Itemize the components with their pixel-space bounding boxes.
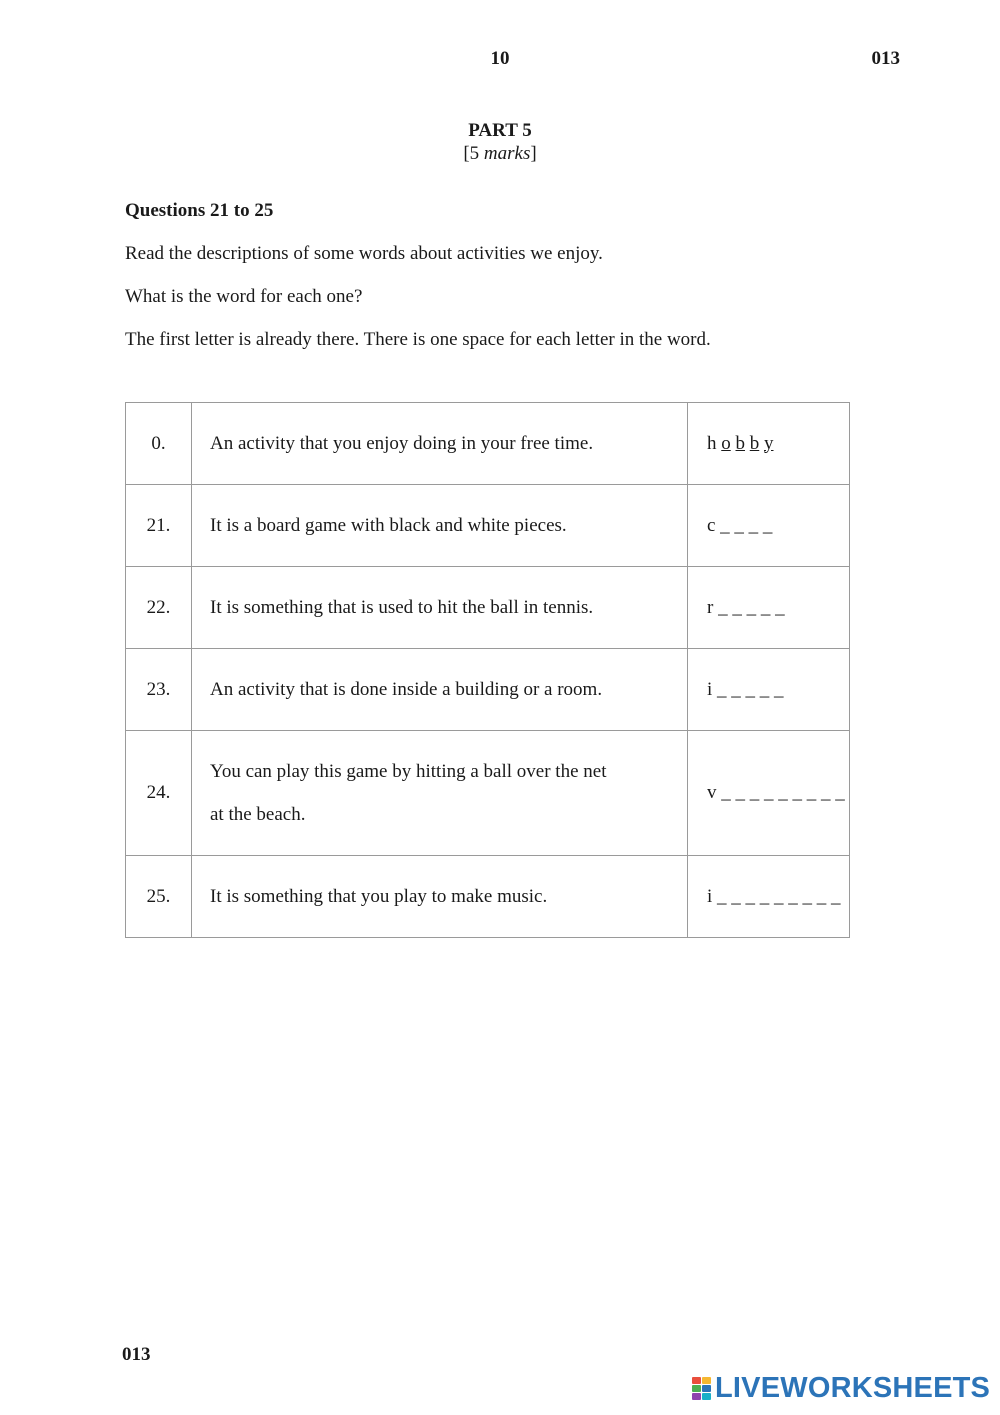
question-description: An activity that is done inside a building or a room. (192, 649, 688, 731)
answer-letter: y (764, 432, 774, 454)
table-row (126, 856, 850, 938)
table-row-example (126, 403, 850, 485)
liveworksheets-logo[interactable] (692, 1374, 990, 1403)
instruction-1: Read the descriptions of some words about activities we enjoy. (125, 243, 603, 264)
marks-word: marks (483, 143, 531, 164)
question-description (192, 731, 688, 856)
answer-letter: b (735, 432, 745, 454)
question-number: 22. (126, 567, 192, 649)
question-number: 24. (126, 731, 192, 856)
answer-blank[interactable]: i _ _ _ _ _ (688, 649, 850, 731)
answer-blank[interactable]: r _ _ _ _ _ (688, 567, 850, 649)
document-code-top: 013 (871, 48, 900, 69)
marks-close: ] (530, 143, 537, 164)
question-number: 21. (126, 485, 192, 567)
question-number: 0. (126, 403, 192, 485)
questions-heading: Questions 21 to 25 (125, 200, 274, 221)
question-description: It is something that is used to hit the ball in tennis. (192, 567, 688, 649)
question-number: 25. (126, 856, 192, 938)
marks-open: [5 (463, 143, 484, 164)
instruction-3: The first letter is already there. There is one space for each letter in the word. (125, 329, 711, 350)
answer-example (688, 403, 850, 485)
brand-name: LIVEWORKSHEETS (715, 1372, 991, 1404)
instruction-2: What is the word for each one? (125, 286, 363, 307)
page-number: 10 (490, 48, 510, 69)
part-title: PART 5 (468, 120, 532, 141)
answer-letter: o (721, 432, 731, 454)
question-description: It is a board game with black and white pieces. (192, 485, 688, 567)
table-row (126, 649, 850, 731)
answer-blank[interactable]: i _ _ _ _ _ _ _ _ _ (688, 856, 850, 938)
question-number: 23. (126, 649, 192, 731)
liveworksheets-icon (692, 1377, 712, 1401)
document-code-bottom: 013 (122, 1344, 151, 1365)
answer-blank[interactable]: v _ _ _ _ _ _ _ _ _ (688, 731, 850, 856)
word-table (125, 402, 850, 938)
answer-first-letter: h (707, 432, 717, 454)
answer-blank[interactable]: c _ _ _ _ (688, 485, 850, 567)
question-description: It is something that you play to make music. (192, 856, 688, 938)
description-line-1: You can play this game by hitting a ball over the net (210, 761, 607, 782)
question-description: An activity that you enjoy doing in your free time. (192, 403, 688, 485)
table-row (126, 567, 850, 649)
table-row (126, 731, 850, 856)
part-marks (0, 143, 1000, 165)
description-line-2: at the beach. (210, 804, 306, 825)
answer-letter: b (749, 432, 760, 454)
table-row (126, 485, 850, 567)
